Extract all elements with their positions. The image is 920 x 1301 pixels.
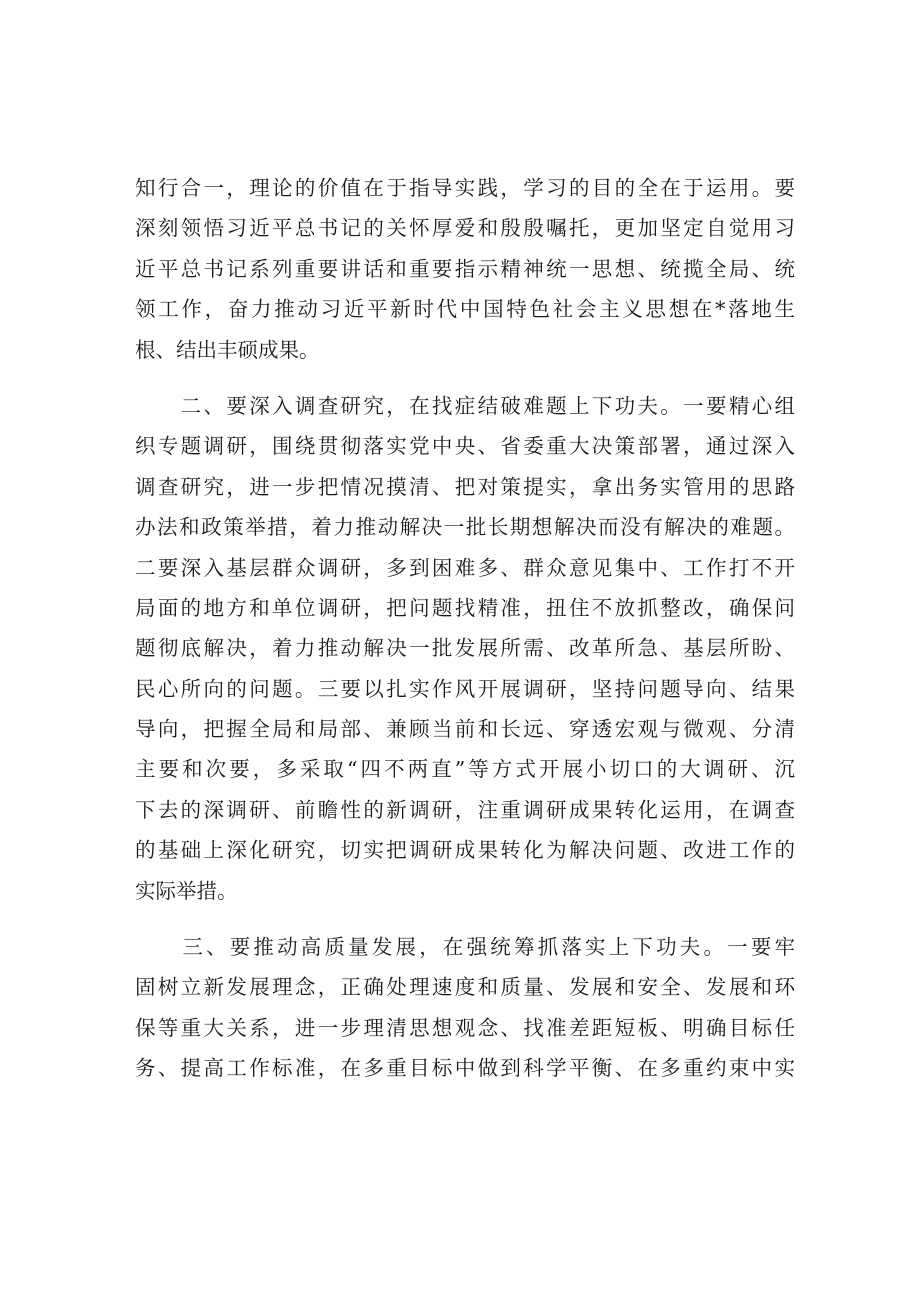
text-line: 题彻底解决，着力推动解决一批发展所需、改革所急、基层所盼、 [135, 636, 795, 661]
text-line: 保等重大关系，进一步理清思想观念、找准差距短板、明确目标任 [135, 1015, 795, 1040]
text-line: 实际举措。 [135, 878, 238, 903]
paragraph-1 [135, 168, 795, 370]
text-line: 知行合一，理论的价值在于指导实践，学习的目的全在于运用。要 [135, 176, 795, 200]
paragraph-gap [135, 370, 795, 386]
text-line: 主要和次要，多采取“四不两直”等方式开展小切口的大调研、沉 [135, 757, 795, 782]
text-line: 二要深入基层群众调研，多到困难多、群众意见集中、工作打不开 [135, 555, 795, 580]
document-body [135, 168, 795, 1089]
text-line: 办法和政策举措，着力推动解决一批长期想解决而没有解决的难题。 [135, 515, 795, 540]
text-line: 织专题调研，围绕贯彻落实党中央、省委重大决策部署，通过深入 [135, 434, 795, 459]
text-line: 务、提高工作标准，在多重目标中做到科学平衡、在多重约束中实 [135, 1056, 795, 1081]
text-line: 调查研究，进一步把情况摸清、把对策提实，拿出务实管用的思路 [135, 474, 795, 499]
text-line: 的基础上深化研究，切实把调研成果转化为解决问题、改进工作的 [135, 838, 795, 863]
text-line: 二、要深入调查研究，在找症结破难题上下功夫。一要精心组 [135, 393, 795, 418]
text-line: 深刻领悟习近平总书记的关怀厚爱和殷殷嘱托，更加坚定自觉用习 [135, 216, 795, 241]
paragraph-3 [135, 927, 795, 1089]
text-line: 局面的地方和单位调研，把问题找精准，扭住不放抓整改，确保问 [135, 595, 795, 620]
text-line: 固树立新发展理念，正确处理速度和质量、发展和安全、发展和环 [135, 975, 795, 1000]
text-line: 导向，把握全局和局部、兼顾当前和长远、穿透宏观与微观、分清 [135, 717, 795, 742]
text-line: 根、结出丰硕成果。 [135, 337, 320, 362]
text-line: 下去的深调研、前瞻性的新调研，注重调研成果转化运用，在调查 [135, 797, 795, 822]
text-line: 民心所向的问题。三要以扎实作风开展调研，坚持问题导向、结果 [135, 676, 795, 701]
text-line: 领工作，奋力推动习近平新时代中国特色社会主义思想在*落地生 [135, 297, 795, 322]
paragraph-gap [135, 911, 795, 927]
text-line: 近平总书记系列重要讲话和重要指示精神统一思想、统揽全局、统 [135, 256, 795, 281]
text-line: 三、要推动高质量发展，在强统筹抓落实上下功夫。一要牢 [135, 935, 795, 960]
paragraph-2 [135, 386, 795, 911]
